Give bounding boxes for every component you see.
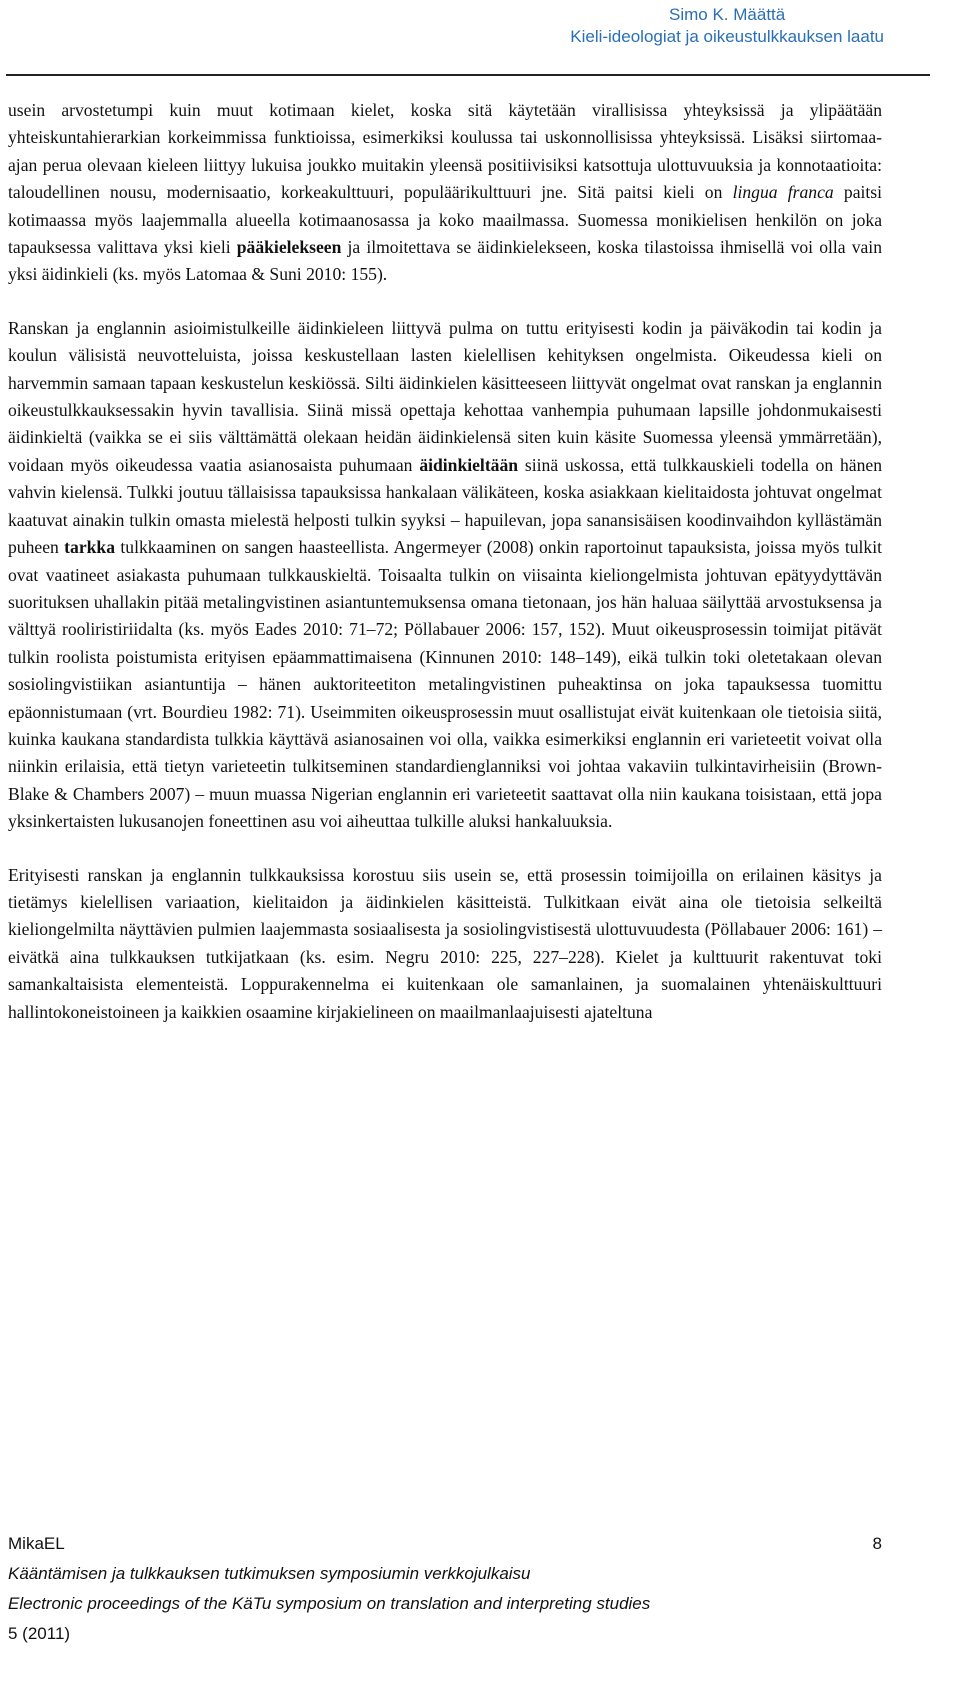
italic-term: lingua franca xyxy=(732,182,834,203)
text-run: siinä uskossa, että tulkkauskieli todella on hänen vahvin kielensä. Tulkki joutuu tällaisissa tapauksissa hankalaan välikäteen, koska asiakkaan kielitaidosta johtuvat ongelmat kaatuvat ainakin tulkin omasta mielestä helposti tulkin syyksi – hapuilevan, jopa sanansisäisen koodinvaihdon kyllästämän puheen xyxy=(8,454,882,558)
paragraph xyxy=(8,315,882,836)
header-author: Simo K. Määttä xyxy=(669,5,786,24)
text-run: ja ilmoitettava se äidinkielekseen, koska tilastoissa ihmisellä voi olla vain yksi äidinkieli (ks. myös Latomaa & Suni 2010: 155). xyxy=(8,237,882,285)
paragraph xyxy=(8,862,882,1026)
text-run: Ranskan ja englannin asioimistulkeille äidinkieleen liittyvä pulma on tuttu erityisesti kodin ja päiväkodin tai kodin ja koulun välisistä neuvotteluista, joissa keskustellaan lasten kielellisen kehityksen ongelmista. Oikeudessa kieli on harvemmin samaan tapaan keskustelun keskiössä. Silti äidinkielen käsitteeseen liittyvät ongelmat ovat ranskan ja englannin oikeustulkkauksessakin hyvin tavallisia. Siinä missä opettaja kehottaa vanhempia puhumaan lapsille johdonmukaisesti äidinkieltä (vaikka se ei siis välttämättä olekaan heidän äidinkielensä siten kuin käsite Suomessa yleensä ymmärretään), voidaan myös oikeudessa vaatia asianosaista puhumaan xyxy=(8,317,882,475)
footer-line-2: Electronic proceedings of the KäTu symposium on translation and interpreting studies xyxy=(8,1594,651,1613)
header-rule xyxy=(6,74,930,76)
paragraph xyxy=(8,97,882,289)
text-run: tulkkaaminen on sangen haasteellista. Angermeyer (2008) onkin raportoinut tapauksista, joissa myös tulkit ovat vaatineet asiakasta puhumaan tulkkauskieltä. Toisaalta tulkin on viisainta kieliongelmista johtuvan epätyydyttävän suorituksen uhallakin pitää metalingvistinen asiantuntemuksensa omana tietonaan, jos hän haluaa säilyttää arvostuksensa ja välttyä rooliristiriidalta (ks. myös Eades 2010: 71–72; Pöllabauer 2006: 157, 152). Muut oikeusprosessin toimijat pitävät tulkin roolista poistumista erityisen epäammattimaisena (Kinnunen 2010: 148–149), eikä tulkin toki oletetakaan olevan sosiolingvistiikan asiantuntija – hänen auktoriteetiton metalingvistinen puheaktinsa on joka tapauksessa tuomittu epäonnistumaan (vrt. Bourdieu 1982: 71). Useimmiten oikeusprosessin muut osallistujat eivät kuitenkaan ole tietoisia siitä, kuinka kaukana standardista tulkkia käyttävä asianosainen voi olla, vaikka esimerkiksi englannin eri varieteetit voivat olla niinkin erilaisia, että tietyn varieteetin tulkitseminen standardienglanniksi voi johtaa vakaviin tulkintavirheisiin (Brown-Blake & Chambers 2007) – muun muassa Nigerian englannin eri varieteetit saattavat olla niin kaukana toisistaan, että jopa yksinkertaisten lukusanojen foneettinen asu voi aiheuttaa tulkille aluksi hankaluuksia. xyxy=(8,537,882,832)
journal-name: MikaEL xyxy=(8,1534,65,1553)
body-text xyxy=(8,97,882,1052)
bold-term: äidinkieltään xyxy=(419,454,519,475)
page-footer xyxy=(8,1529,882,1649)
text-run: usein arvostetumpi kuin muut kotimaan kielet, koska sitä käytetään virallisissa yhteyksissä ja ylipäätään yhteiskuntahierarkian korkeimmissa funktioissa, esimerkiksi koulussa tai uskonnollisissa yhteyksissä. Lisäksi siirtomaa-ajan perua olevaan kieleen liittyy lukuisa joukko muitakin yleensä positiivisiksi katsottuja ulottuvuuksia ja konnotaatioita: taloudellinen nousu, modernisaatio, korkeakulttuuri, populäärikulttuuri jne. Sitä paitsi kieli on xyxy=(8,100,882,203)
footer-line-3: 5 (2011) xyxy=(8,1624,71,1643)
text-run: Erityisesti ranskan ja englannin tulkkauksissa korostuu siis usein se, että prosessin toimijoilla on erilainen käsitys ja tietämys kielellisen variaation, kielitaidon ja äidinkielen käsitteistä. Tulkitkaan eivät aina ole tietoisia selkeiltä kieliongelmilta näyttävien pulmien laajemmasta sosiaalisesta ja sosiolingvistisestä ulottuvuudesta (Pöllabauer 2006: 161) – eivätkä aina tulkkauksen tutkijatkaan (ks. esim. Negru 2010: 225, 227–228). Kielet ja kulttuurit rakentuvat toki samankaltaisista elementeistä. Loppurakennelma ei kuitenkaan ole samanlainen, ja suomalainen yhtenäiskulttuuri hallintokoneistoineen ja kaikkien osaamine kirjakielineen on maailmanlaajuisesti ajateltuna xyxy=(8,864,882,1022)
page-number: 8 xyxy=(872,1534,882,1553)
text-run: paitsi kotimaassa myös laajemmalla alueella kotimaanosassa ja koko maailmassa. Suomessa monikielisen henkilön on joka tapauksessa valittava yksi kieli xyxy=(8,182,883,258)
bold-term: pääkielekseen xyxy=(236,237,342,258)
footer-line-1: Kääntämisen ja tulkkauksen tutkimuksen symposiumin verkkojulkaisu xyxy=(8,1564,531,1583)
running-header xyxy=(570,4,884,48)
bold-term: tarkka xyxy=(64,537,116,558)
header-title: Kieli-ideologiat ja oikeustulkkauksen laatu xyxy=(570,27,884,46)
